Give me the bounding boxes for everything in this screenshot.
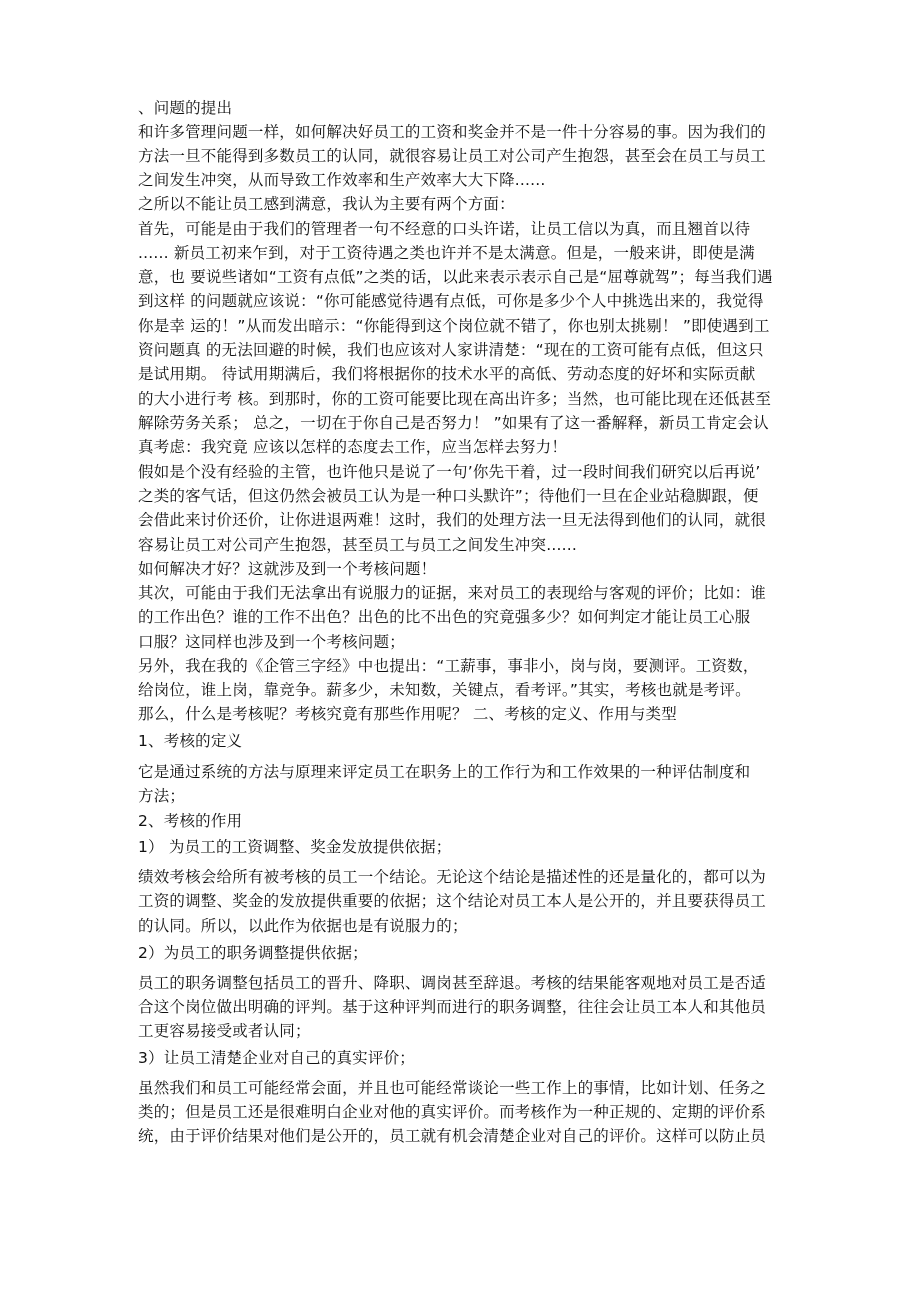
text-line: 那么，什么是考核呢？考核究竟有那些作用呢？ 二、考核的定义、作用与类型 — [138, 705, 677, 723]
text-line: 如何解决才好？这就涉及到一个考核问题！ — [138, 560, 437, 578]
text-line: 1） 为员工的工资调整、奖金发放提供依据； — [138, 838, 452, 856]
text-line: 会借此来讨价还价，让你进退两难！这时，我们的处理方法一旦无法得到他们的认同，就很 — [138, 511, 767, 529]
text-line: 容易让员工对公司产生抱怨，甚至员工与员工之间发生冲突...... — [138, 536, 577, 554]
text-line: 是试用期。 待试用期满后，我们将根据你的技术水平的高低、劳动态度的好坏和实际贡献 — [138, 365, 756, 383]
text-line: 之类的客气话，但这仍然会被员工认为是一种口头默许”；待他们一旦在企业站稳脚跟，便 — [138, 487, 759, 505]
text-line: 、问题的提出 — [138, 99, 233, 117]
text-line: 的认同。所以，以此作为依据也是有说服力的； — [138, 917, 468, 935]
text-line: 统，由于评价结果对他们是公开的，员工就有机会清楚企业对自己的评价。这样可以防止员 — [138, 1127, 767, 1145]
text-line: 的大小进行考 核。到那时，你的工资可能要比现在高出许多；当然，也可能比现在还低甚至 — [138, 390, 772, 408]
text-line: 员工的职务调整包括员工的晋升、降职、调岗甚至辞退。考核的结果能客观地对员工是否适 — [138, 974, 767, 992]
text-line: 2）为员工的职务调整提供依据； — [138, 944, 368, 962]
text-line: 的工作出色？谁的工作不出色？出色的比不出色的究竟强多少？如何判定才能让员工心服 — [138, 608, 751, 626]
text-line: 2、考核的作用 — [138, 812, 243, 830]
text-line: 资问题真 的无法回避的时候，我们也应该对人家讲清楚：“现在的工资可能有点低，但这只 — [138, 341, 764, 359]
text-line: 假如是个没有经验的主管，也许他只是说了一句’你先干着，过一段时间我们研究以后再说’ — [138, 463, 761, 481]
text-line: 之间发生冲突，从而导致工作效率和生产效率大大下降...... — [138, 171, 546, 189]
text-line: 类的；但是员工还是很难明白企业对他的真实评价。而考核作为一种正规的、定期的评价系 — [138, 1103, 767, 1121]
text-line: 方法一旦不能得到多数员工的认同，就很容易让员工对公司产生抱怨，甚至会在员工与员工 — [138, 147, 767, 165]
text-line: 真考虑：我究竟 应该以怎样的态度去工作，应当怎样去努力！ — [138, 438, 568, 456]
text-line: 之所以不能让员工感到满意，我认为主要有两个方面： — [138, 195, 515, 213]
text-line: 方法； — [138, 787, 186, 805]
text-line: 工更容易接受或者认同； — [138, 1022, 311, 1040]
text-line: 虽然我们和员工可能经常会面，并且也可能经常谈论一些工作上的事情，比如计划、任务之 — [138, 1079, 767, 1097]
text-line: 到这样 的问题就应该说：“你可能感觉待遇有点低，可你是多少个人中挑选出来的，我觉得 — [138, 292, 764, 310]
text-line: 它是通过系统的方法与原理来评定员工在职务上的工作行为和工作效果的一种评估制度和 — [138, 763, 751, 781]
text-line: 口服？这同样也涉及到一个考核问题； — [138, 633, 405, 651]
text-line: 和许多管理问题一样，如何解决好员工的工资和奖金并不是一件十分容易的事。因为我们的 — [138, 123, 767, 141]
text-line: 另外，我在我的《企管三字经》中也提出：“工薪事，事非小，岗与岗，要测评。工资数， — [138, 657, 759, 675]
text-line: 1、考核的定义 — [138, 732, 243, 750]
text-line: 你是幸 运的！”从而发出暗示：“你能得到这个岗位就不错了，你也别太挑剔！ ”即使遇到工 — [138, 317, 770, 335]
text-line: 其次，可能由于我们无法拿出有说服力的证据，来对员工的表现给与客观的评价；比如：谁 — [138, 584, 767, 602]
text-line: 意，也 要说些诸如“工资有点低”之类的话，以此来表示表示自己是“屈尊就驾”；每当我们遇 — [138, 268, 773, 286]
text-line: 3）让员工清楚企业对自己的真实评价； — [138, 1049, 415, 1067]
text-line: 绩效考核会给所有被考核的员工一个结论。无论这个结论是描述性的还是量化的，都可以为 — [138, 868, 767, 886]
text-line: ...... 新员工初来乍到，对于工资待遇之类也许并不是太满意。但是，一般来讲，即使是满 — [138, 244, 755, 262]
text-line: 首先，可能是由于我们的管理者一句不经意的口头许诺，让员工信以为真，而且翘首以待 — [138, 220, 751, 238]
text-line: 工资的调整、奖金的发放提供重要的依据；这个结论对员工本人是公开的，并且要获得员工 — [138, 892, 767, 910]
text-line: 合这个岗位做出明确的评判。基于这种评判而进行的职务调整，往往会让员工本人和其他员 — [138, 998, 767, 1016]
text-line: 解除劳务关系； 总之，一切在于你自己是否努力！ ”如果有了这一番解释，新员工肯定会认 — [138, 414, 769, 432]
text-line: 给岗位，谁上岗，靠竞争。薪多少，未知数，关键点，看考评。”其实，考核也就是考评。 — [138, 681, 751, 699]
